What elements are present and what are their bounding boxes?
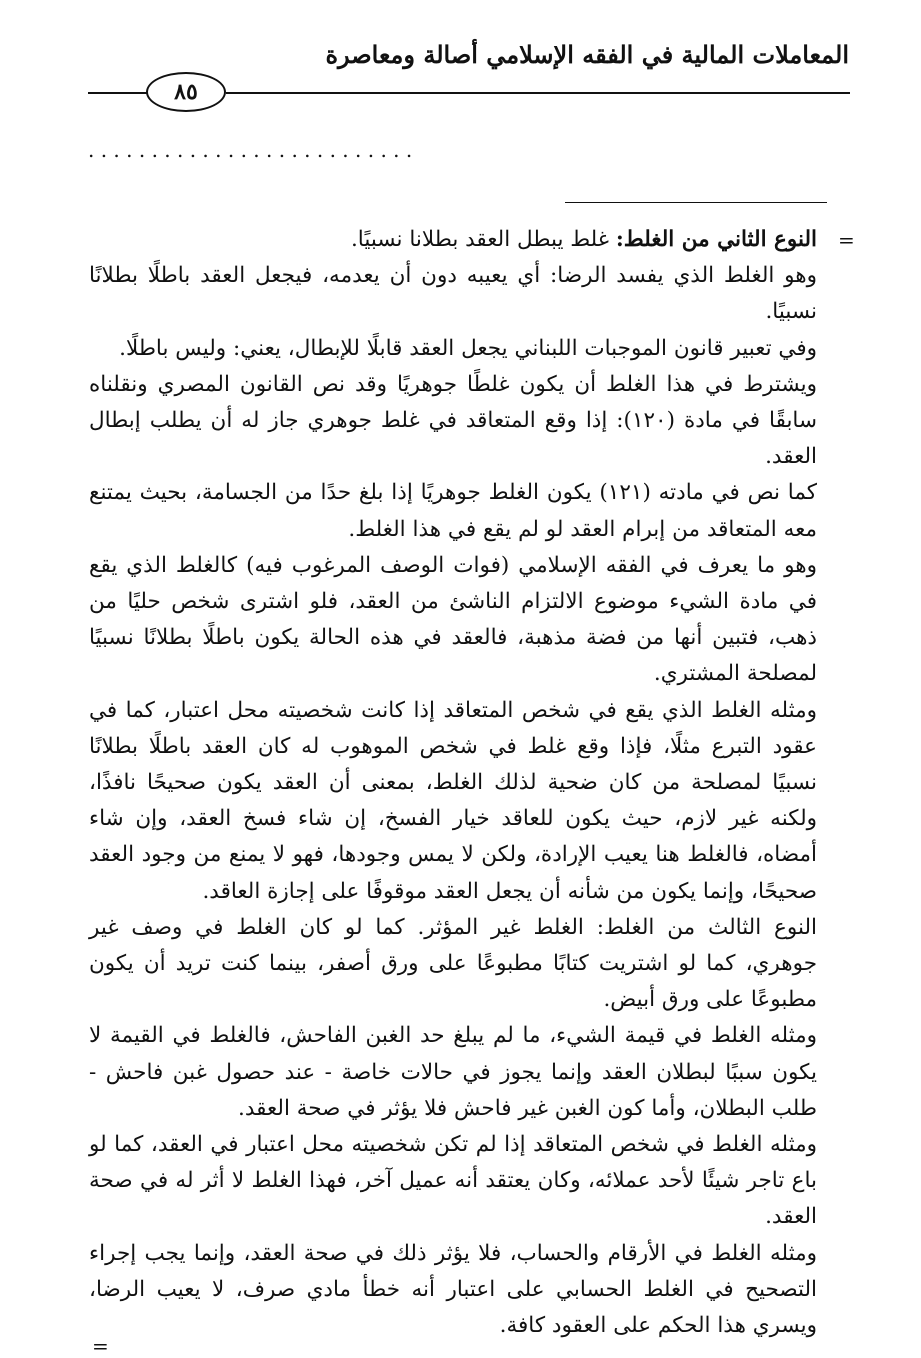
paragraph-heading: النوع الثاني من الغلط: [615, 227, 817, 252]
page-number: ٨٥ [146, 72, 226, 112]
continuation-mark-top: = [838, 228, 855, 252]
paragraph: وفي تعبير قانون الموجبات اللبناني يجعل العقد قابلًا للإبطال، يعني: وليس باطلًا. [119, 335, 817, 361]
paragraph: ومثله الغلط في الأرقام والحساب، فلا يؤثر ذلك في صحة العقد، وإنما يجب إجراء التصحيح في الغلط الحسابي على اعتبار أنه خطأ مادي صرف، لا يعيب الرضا، ويسري هذا الحكم على العقود كافة. [89, 1240, 817, 1339]
paragraph: النوع الثالث من الغلط: الغلط غير المؤثر. كما لو كان الغلط في وصف غير جوهري، كما لو اشتريت كتابًا مطبوعًا على ورق أصفر، بينما كنت تريد أن يكون مطبوعًا على ورق أبيض. [89, 914, 817, 1013]
paragraph: وهو الغلط الذي يفسد الرضا: أي يعيبه دون أن يعدمه، فيجعل العقد باطلًا بطلانًا نسبيًا. [89, 263, 817, 325]
continuation-mark-bottom: = [92, 1334, 109, 1358]
header-rule-left [88, 92, 148, 94]
paragraph: النوع الثاني من الغلط: غلط يبطل العقد بطلانا نسبيًا. [350, 227, 817, 252]
running-header-title: المعاملات المالية في الفقه الإسلامي أصالة ومعاصرة [325, 40, 849, 69]
header-rule-right [226, 92, 850, 94]
paragraph: ويشترط في هذا الغلط أن يكون غلطًا جوهريًا وقد نص القانون المصري ونقلناه سابقًا في مادة (١٢٠): إذا وقع المتعاقد في غلط جوهري جاز له أن يطلب إبطال العقد. [89, 371, 817, 470]
paragraph: كما نص في مادته (١٢١) يكون الغلط جوهريًا إذا بلغ حدًا من الجسامة، بحيث يمتنع معه المتعاقد من إبرام العقد لو لم يقع في هذا الغلط. [89, 480, 817, 542]
paragraph: ومثله الغلط في شخص المتعاقد إذا لم تكن شخصيته محل اعتبار في العقد، كما لو باع تاجر شيئًا لأحد عملائه، وكان يعتقد أنه عميل آخر، فهذا الغلط لا أثر له في صحة العقد. [89, 1132, 817, 1230]
paragraph: ومثله الغلط في قيمة الشيء، ما لم يبلغ حد الغبن الفاحش، فالغلط في القيمة لا يكون سببًا لبطلان العقد وإنما يجوز في حالات خاصة - عند حصول غبن فاحش - طلب البطلان، وأما كون الغبن غير فاحش فلا يؤثر في صحة العقد. [89, 1023, 817, 1121]
section-separator [565, 202, 827, 203]
ellipsis-dots: . . . . . . . . . . . . . . . . . . . . . . . . . . [88, 138, 413, 162]
body-text [89, 222, 817, 1344]
paragraph: وهو ما يعرف في الفقه الإسلامي (فوات الوصف المرغوب فيه) كالغلط الذي يقع في مادة الشيء موضوع الالتزام الناشئ من العقد، فلو اشترى شخص حليًا من ذهب، فتبين أنها من فضة مذهبة، فالعقد في هذه الحالة يكون باطلًا بطلانًا نسبيًا لمصلحة المشتري. [89, 552, 817, 687]
paragraph: ومثله الغلط الذي يقع في شخص المتعاقد إذا كانت شخصيته محل اعتبار، كما في عقود التبرع مثلًا، فإذا وقع غلط في شخص الموهوب له كان العقد باطلًا بطلانًا نسبيًا لمصلحة من كان ضحية لذلك الغلط، بمعنى أن العقد يكون صحيحًا نافذًا، ولكنه غير لازم، حيث يكون للعاقد خيار الفسخ، إن شاء فسخ العقد، وإن شاء أمضاه، فالغلط هنا يعيب الإرادة، ولكن لا يمس وجودها، فهو لا يمنع من وجود العقد صحيحًا، وإنما يكون من شأنه أن يجعل العقد موقوفًا على إجازة العاقد. [89, 697, 817, 904]
